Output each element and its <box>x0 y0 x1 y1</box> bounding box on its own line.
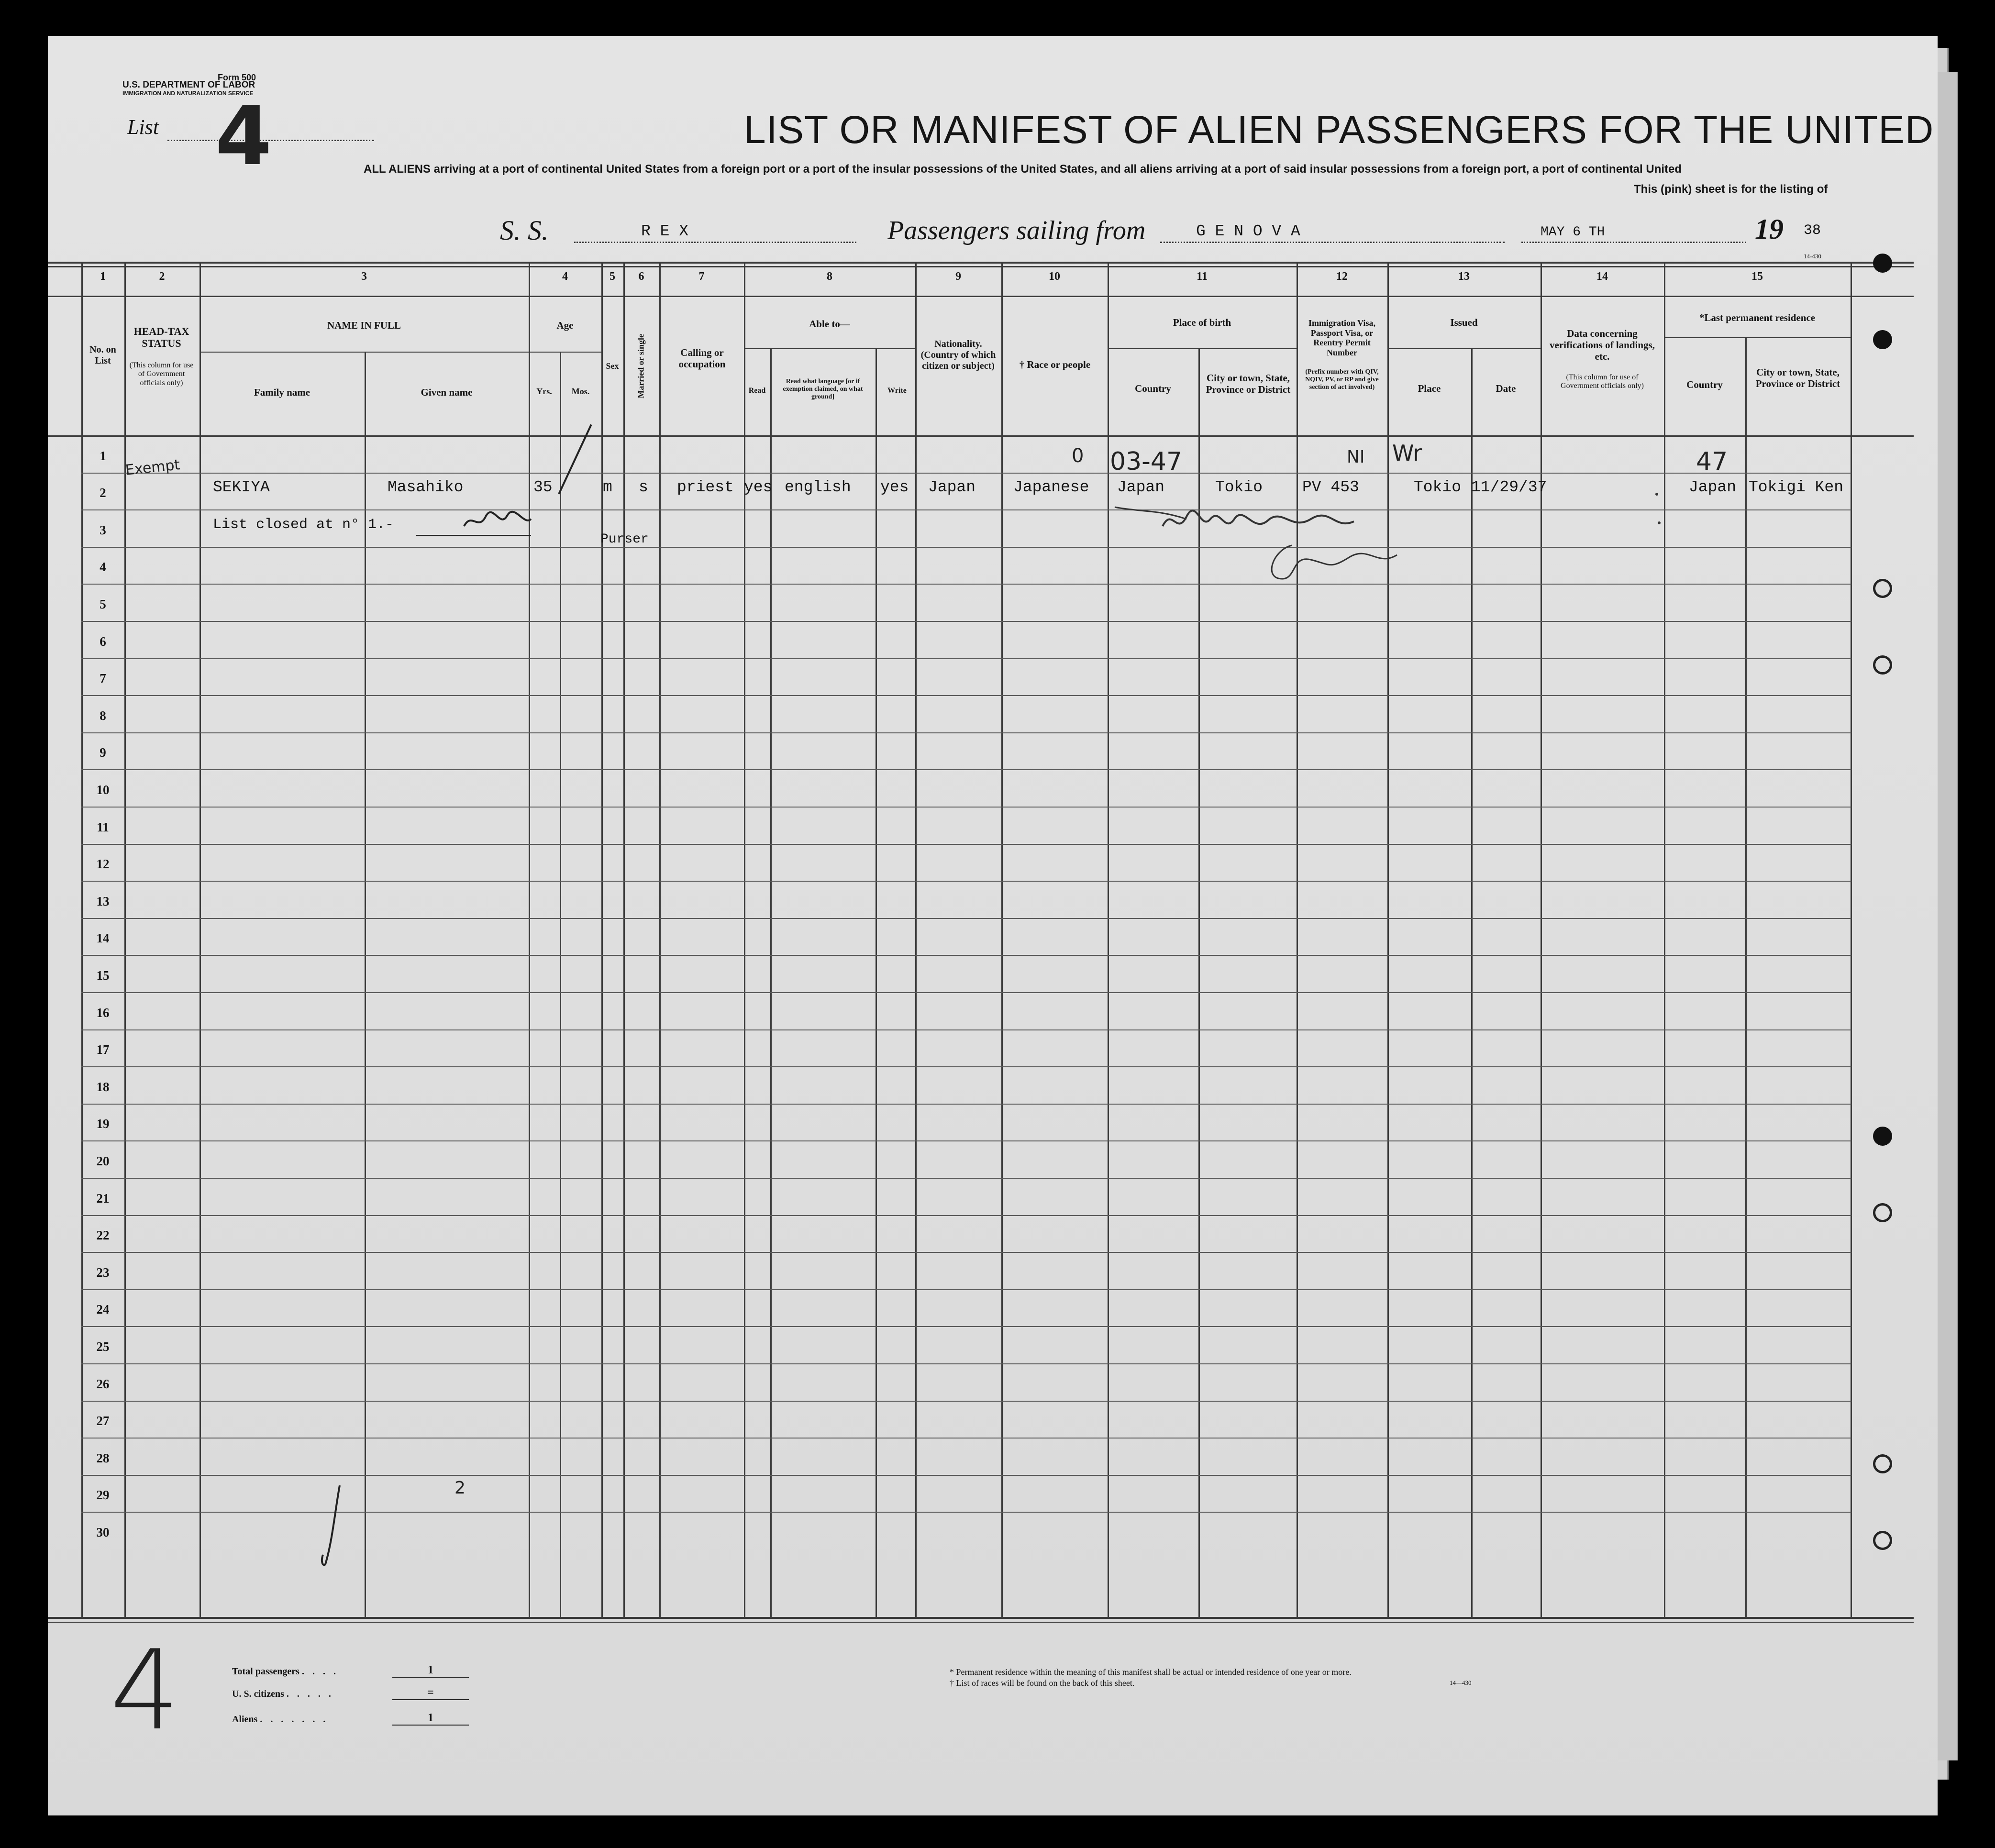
row-rule <box>81 584 1851 585</box>
issued-sub-rule <box>1387 348 1541 349</box>
table-bottom-rule <box>48 1617 1914 1619</box>
row-number: 14 <box>96 931 110 945</box>
row-number: 21 <box>96 1191 110 1206</box>
header-race: † Race or people <box>1019 359 1091 370</box>
row-number: 18 <box>96 1080 110 1094</box>
row-number: 27 <box>96 1414 110 1428</box>
table-bottom-rule-2 <box>48 1622 1914 1623</box>
subtitle-line2: This (pink) sheet is for the listing of <box>1634 183 1828 196</box>
column-rule <box>1471 348 1473 1619</box>
binder-hole-4 <box>1873 655 1892 675</box>
header-place-of-birth: Place of birth <box>1173 317 1231 328</box>
nationality: Japan <box>928 478 976 496</box>
sailing-date: MAY 6 TH <box>1541 225 1605 240</box>
stray-check-mark <box>311 1483 359 1569</box>
port-name: G E N O V A <box>1196 222 1300 240</box>
row-rule <box>81 1252 1851 1253</box>
row-rule <box>81 918 1851 919</box>
header-family-name: Family name <box>254 387 310 398</box>
purser-title: Purser <box>600 532 649 547</box>
colnum-1: 1 <box>100 270 106 283</box>
row-number: 9 <box>100 745 106 760</box>
binder-hole-6 <box>1873 1203 1892 1222</box>
row-rule <box>81 1438 1851 1439</box>
column-rule <box>1001 264 1003 1619</box>
row-rule <box>81 955 1851 956</box>
us-citizens-value: = <box>392 1686 469 1700</box>
year-suffix: 38 <box>1804 222 1821 239</box>
column-rule <box>529 264 530 1619</box>
header-sex: Sex <box>606 361 619 371</box>
column-rule <box>560 352 561 1619</box>
row-number: 7 <box>100 671 106 686</box>
row28-mark: 2 <box>454 1478 466 1498</box>
form-number: Form 500 <box>218 73 256 82</box>
header-read-language: Read what language [or if exemption claimed, on what ground] <box>783 378 863 401</box>
row-number: 23 <box>96 1265 110 1280</box>
header-head-tax-note: (This column for use of Government officials only) <box>129 361 194 387</box>
header-no-on-list: No. on List <box>89 344 116 366</box>
header-write: Write <box>887 387 907 395</box>
row-number: 29 <box>96 1488 110 1502</box>
colnum-11: 11 <box>1197 270 1208 283</box>
table-top-rule <box>48 262 1914 264</box>
row-rule <box>81 1066 1851 1067</box>
row-number: 15 <box>96 968 110 983</box>
row-number: 25 <box>96 1339 110 1354</box>
header-birth-city: City or town, State, Province or District <box>1206 372 1291 396</box>
total-passengers-label: Total passengers . . . . <box>232 1666 339 1677</box>
issued-mark: Wr <box>1392 440 1422 466</box>
age-sub-rule <box>529 352 601 353</box>
residence-code: 47 <box>1696 447 1728 476</box>
residence-city: Tokigi Ken <box>1749 478 1844 496</box>
colnum-10: 10 <box>1049 270 1060 283</box>
header-lr-country: Country <box>1686 379 1723 390</box>
binder-hole-2 <box>1873 330 1892 349</box>
colnum-4: 4 <box>562 270 568 283</box>
column-rule <box>1541 264 1542 1619</box>
row-rule <box>81 473 1851 474</box>
family-name: SEKIYA <box>213 478 270 496</box>
row-rule <box>81 547 1851 548</box>
column-rule <box>1664 264 1665 1619</box>
column-rule <box>659 264 661 1619</box>
residence-country: Japan <box>1689 478 1737 496</box>
row-number: 6 <box>100 634 106 649</box>
row-number: 22 <box>96 1228 110 1242</box>
birth-country: Japan <box>1117 478 1165 496</box>
row-number: 17 <box>96 1042 110 1057</box>
race-mark: 0 <box>1072 445 1084 467</box>
able-sub-rule <box>744 348 915 349</box>
occupation: priest <box>677 478 734 496</box>
row-rule <box>81 732 1851 733</box>
header-age: Age <box>556 320 574 331</box>
row-rule <box>81 881 1851 882</box>
colnum-12: 12 <box>1336 270 1348 283</box>
row-number: 12 <box>96 857 110 871</box>
header-issued-place: Place <box>1418 383 1441 394</box>
page-title: LIST OR MANIFEST OF ALIEN PASSENGERS FOR THE UNITED <box>744 108 1934 152</box>
binder-hole-3 <box>1873 579 1892 598</box>
binder-hole-1 <box>1873 254 1892 273</box>
header-read: Read <box>748 387 766 395</box>
row-number: 11 <box>97 820 109 834</box>
issued-date: 11/29/37 <box>1471 478 1547 496</box>
colnum-9: 9 <box>955 270 961 283</box>
race: Japanese <box>1013 478 1089 496</box>
column-rule <box>1851 264 1852 1619</box>
sailing-label: Passengers sailing from <box>887 216 1146 245</box>
colnum-5: 5 <box>610 270 615 283</box>
department: U.S. DEPARTMENT OF LABOR <box>122 80 255 90</box>
row-number: 1 <box>100 449 106 463</box>
age-years: 35 <box>533 478 553 496</box>
colnum-8: 8 <box>827 270 832 283</box>
column-rule <box>876 348 877 1619</box>
header-head-tax: HEAD-TAX STATUS <box>133 325 189 350</box>
header-calling: Calling or occupation <box>678 347 726 370</box>
birth-city: Tokio <box>1215 478 1263 496</box>
header-visa: Immigration Visa, Passport Visa, or Reentry Permit Number <box>1308 318 1375 358</box>
header-married: Married or single <box>636 334 646 398</box>
row-number: 30 <box>96 1525 110 1539</box>
header-data-concerning: Data concerning verifications of landings, etc. <box>1550 328 1655 363</box>
row-number: 2 <box>100 486 106 500</box>
column-rule <box>915 264 917 1619</box>
inspector-signature <box>1110 498 1416 593</box>
us-citizens-label: U. S. citizens . . . . . <box>232 1689 334 1699</box>
aliens-label: Aliens . . . . . . . <box>232 1714 329 1725</box>
ship-underline <box>574 242 856 243</box>
header-nationality: Nationality. (Country of which citizen or subject) <box>920 339 996 371</box>
colnum-15: 15 <box>1751 270 1763 283</box>
column-rule <box>200 264 201 1619</box>
header-yrs: Yrs. <box>536 387 552 396</box>
column-rule <box>1108 264 1109 1619</box>
colnum-14: 14 <box>1596 270 1608 283</box>
read-language: english <box>785 478 851 496</box>
list-number: 4 <box>215 89 272 184</box>
colnum-3: 3 <box>361 270 367 283</box>
colnum-7: 7 <box>698 270 705 283</box>
binder-hole-5 <box>1873 1127 1892 1146</box>
date-underline <box>1521 242 1746 243</box>
aliens-value: 1 <box>392 1712 469 1726</box>
column-rule <box>744 264 745 1619</box>
row-number: 5 <box>100 597 106 611</box>
row-rule <box>81 621 1851 622</box>
subtitle-line1: ALL ALIENS arriving at a port of continental United States from a foreign port or a port of the insular possessions of the United States, and all aliens arriving at a port of said insular possessions from a foreign port, a port of continental United <box>364 163 1682 176</box>
header-given-name: Given name <box>421 387 473 398</box>
row-number: 8 <box>100 708 106 723</box>
dot-mark-1 <box>1655 493 1658 496</box>
print-code: 14-430 <box>1804 253 1821 260</box>
row-number: 28 <box>96 1451 110 1465</box>
given-name: Masahiko <box>388 478 464 496</box>
header-issued: Issued <box>1450 317 1478 328</box>
footnote-residence: * Permanent residence within the meaning of this manifest shall be actual or intended residence of one year or more. <box>950 1667 1352 1677</box>
row-rule <box>81 807 1851 808</box>
colnum-13: 13 <box>1458 270 1470 283</box>
row-rule <box>81 658 1851 659</box>
page-mark: 4 <box>110 1627 180 1755</box>
can-read: yes <box>744 478 773 496</box>
header-data-note: (This column for use of Government officials only) <box>1561 373 1644 390</box>
header-lr-city: City or town, State, Province or District <box>1755 366 1840 390</box>
row-rule <box>81 1289 1851 1290</box>
row-rule <box>81 509 1851 510</box>
row-rule <box>81 1326 1851 1327</box>
row-rule <box>81 695 1851 696</box>
issued-place: Tokio <box>1414 478 1462 496</box>
sex: m <box>603 478 612 496</box>
header-last-residence: *Last permanent residence <box>1699 312 1816 323</box>
footer-code: 14—430 <box>1450 1679 1472 1686</box>
binder-hole-8 <box>1873 1531 1892 1550</box>
row-number: 24 <box>96 1302 110 1317</box>
table-top-rule-2 <box>48 266 1914 267</box>
row-rule <box>81 1215 1851 1216</box>
residence-sub-rule <box>1664 337 1851 338</box>
header-able-to: Able to— <box>809 318 850 330</box>
header-visa-note: (Prefix number with QIV, NQIV, PV, or RP and give section of act involved) <box>1305 368 1379 391</box>
dot-mark-2 <box>1658 521 1661 524</box>
visa-mark: NI <box>1347 447 1365 467</box>
header-issued-date: Date <box>1496 383 1516 394</box>
row-number: 10 <box>96 783 110 797</box>
row-rule <box>81 1363 1851 1364</box>
marital-status: s <box>639 478 648 496</box>
column-rule <box>601 264 603 1619</box>
header-name-in-full: NAME IN FULL <box>327 320 401 331</box>
birth-sub-rule <box>1108 348 1297 349</box>
can-write: yes <box>880 478 909 496</box>
row-rule <box>81 1178 1851 1179</box>
colnum-2: 2 <box>159 270 165 283</box>
row-rule <box>81 1029 1851 1030</box>
row-rule <box>81 769 1851 770</box>
list-label: List <box>127 115 159 139</box>
header-bottom-rule <box>48 435 1914 437</box>
row-number: 3 <box>100 523 106 537</box>
row-number: 4 <box>100 560 106 574</box>
service: IMMIGRATION AND NATURALIZATION SERVICE <box>122 90 254 97</box>
header-mos: Mos. <box>571 387 590 396</box>
visa-number: PV 453 <box>1302 478 1359 496</box>
column-rule <box>1297 264 1298 1619</box>
row-number: 13 <box>96 894 110 908</box>
year-prefix: 19 <box>1755 213 1784 245</box>
column-rule <box>1745 337 1747 1619</box>
row-number: 19 <box>96 1117 110 1131</box>
ship-name: R E X <box>641 222 689 240</box>
head-tax-exempt: Exempt <box>124 456 181 479</box>
row-rule <box>81 1104 1851 1105</box>
ss-label: S. S. <box>500 215 549 246</box>
port-underline <box>1160 242 1505 243</box>
row-rule <box>81 1140 1851 1141</box>
row-number: 20 <box>96 1154 110 1168</box>
column-rule <box>365 352 366 1619</box>
birth-code: 03-47 <box>1110 447 1183 476</box>
colnum-rule <box>48 296 1914 297</box>
column-rule <box>770 348 772 1619</box>
row-rule <box>81 1401 1851 1402</box>
row-number: 16 <box>96 1006 110 1020</box>
column-rule <box>623 264 625 1619</box>
row-rule <box>81 1475 1851 1476</box>
binder-hole-7 <box>1873 1454 1892 1473</box>
total-passengers-value: 1 <box>392 1664 469 1678</box>
list-closed-text: List closed at n° 1.- <box>213 517 394 533</box>
colnum-6: 6 <box>638 270 644 283</box>
row-rule <box>81 992 1851 993</box>
column-rule <box>1387 264 1389 1619</box>
footnote-races: † List of races will be found on the back of this sheet. <box>950 1678 1135 1688</box>
row-number: 26 <box>96 1377 110 1391</box>
row-rule <box>81 844 1851 845</box>
header-birth-country: Country <box>1135 383 1171 394</box>
purser-signature <box>462 507 533 536</box>
